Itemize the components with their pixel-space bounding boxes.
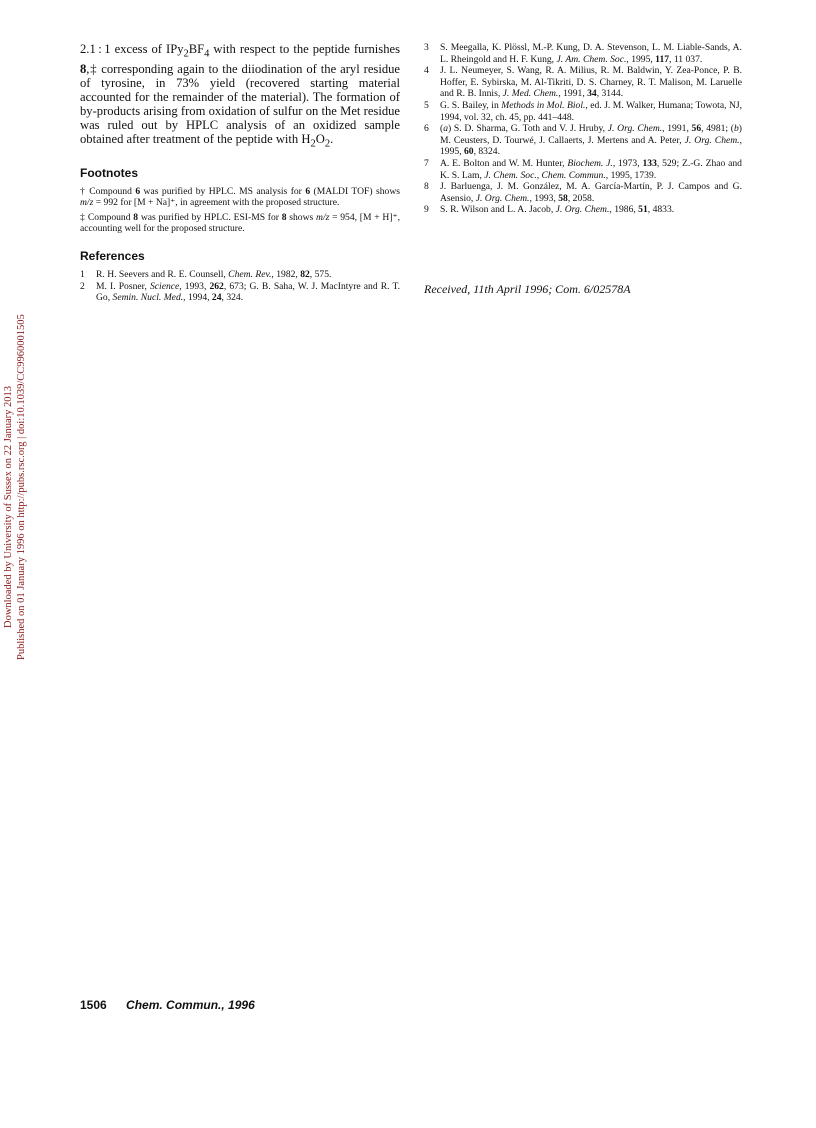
page-footer (80, 998, 255, 1012)
reference-list-left (80, 269, 400, 304)
footnote-double-dagger: ‡ Compound 8 was purified by HPLC. ESI-MS for 8 shows m/z = 954, [M + H]⁺, accounting well for the proposed structure. (80, 211, 400, 235)
page-number: 1506 (80, 998, 107, 1012)
references-heading: References (80, 249, 145, 264)
journal-citation: Chem. Commun., 1996 (126, 998, 255, 1012)
right-column (424, 42, 742, 216)
reference-9: 9 S. R. Wilson and L. A. Jacob, J. Org. Chem., 1986, 51, 4833. (424, 204, 675, 216)
reference-6: 6 (a) S. D. Sharma, G. Toth and V. J. Hruby, J. Org. Chem., 1991, 56, 4981; (b) M. Ceusters, D. Tourwé, J. Callaerts, J. Mertens and A. Peter, J. Org. Chem., 1995, 60, 8324. (424, 123, 742, 158)
footnotes-heading: Footnotes (80, 165, 138, 180)
download-notice: Downloaded by University of Sussex on 22 January 2013 (3, 385, 14, 628)
body-paragraph: 2.1 : 1 excess of $IPy_2BF_4$ with respect to the peptide furnishes 8,‡ corresponding again to the diiodination of the aryl residue of tyrosine, in 73% yield (recovered starting material accounted for the remainder of the material). The formation of by-products arising from oxidation of sulfur on the Met residue was ruled out by HPLC analysis of an oxidized sample obtained after treatment of the peptide with $H_2O_2$. (80, 42, 400, 150)
reference-7: 7 A. E. Bolton and W. M. Hunter, Biochem. J., 1973, 133, 529; Z.-G. Zhao and K. S. Lam, J. Chem. Soc., Chem. Commun., 1995, 1739. (424, 157, 742, 181)
reference-1: 1 R. H. Seevers and R. E. Counsell, Chem. Rev., 1982, 82, 575. (80, 269, 332, 281)
publication-notice: Published on 01 January 1996 on http://pubs.rsc.org | doi:10.1039/CC9960001505 (16, 314, 27, 660)
reference-3: 3 S. Meegalla, K. Plössl, M.-P. Kung, D. A. Stevenson, L. M. Liable-Sands, A. L. Rheingold and H. F. Kung, J. Am. Chem. Soc., 1995, 117, 11 037. (424, 42, 742, 65)
left-column (80, 42, 400, 304)
reference-list-right (424, 42, 742, 216)
reference-8: 8 J. Barluenga, J. M. González, M. A. García-Martín, P. J. Campos and G. Asensio, J. Org. Chem., 1993, 58, 2058. (424, 181, 742, 204)
reference-5: 5 G. S. Bailey, in Methods in Mol. Biol., ed. J. M. Walker, Humana; Towota, NJ, 1994, vol. 32, ch. 45, pp. 441–448. (424, 99, 743, 123)
footnote-dagger: † Compound 6 was purified by HPLC. MS analysis for 6 (MALDI TOF) shows m/z = 992 for [M + Na]⁺, in agreement with the proposed structure. (80, 185, 400, 209)
reference-2: 2 M. I. Posner, Science, 1993, 262, 673; G. B. Saha, W. J. MacIntyre and R. T. Go, Semin. Nucl. Med., 1994, 24, 324. (80, 280, 400, 304)
download-sidebar (0, 0, 27, 1128)
reference-4: 4 J. L. Neumeyer, S. Wang, R. A. Milius, R. M. Baldwin, Y. Zea-Ponce, P. B. Hoffer, E. Sybirska, M. Al-Tikriti, D. S. Charney, R. T. Malison, M. Laruelle and R. B. Innis, J. Med. Chem., 1991, 34, 3144. (424, 65, 742, 100)
received-date: Received, 11th April 1996; Com. 6/02578A (424, 282, 631, 296)
